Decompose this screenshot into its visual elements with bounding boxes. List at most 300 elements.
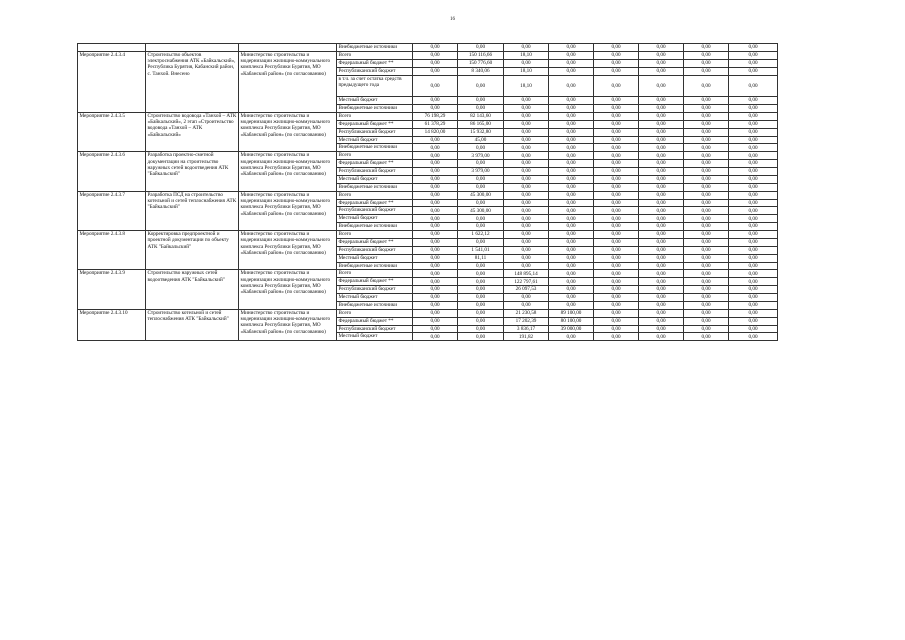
amount-cell: 45 300,00 (458, 191, 504, 199)
amount-cell: 0,00 (458, 325, 504, 333)
amount-cell: 1 622,12 (458, 231, 504, 239)
amount-cell: 0,00 (639, 309, 684, 317)
amount-cell: 0,00 (458, 294, 504, 302)
funding-source: Всего (337, 231, 413, 239)
amount-cell: 0,00 (458, 223, 504, 231)
table-row (78, 191, 778, 199)
funding-source: Местный бюджет (337, 294, 413, 302)
project-name: Строительство котельной и сетей теплоснабжения АТК "Байкальский" (146, 309, 239, 341)
funding-source: Внебюджетные источники (337, 105, 413, 113)
amount-cell: 0,00 (413, 223, 458, 231)
amount-cell: 150 116,66 (458, 51, 504, 59)
amount-cell: 3 979,00 (458, 152, 504, 160)
amount-cell: 0,00 (458, 75, 504, 97)
amount-cell: 0,00 (504, 207, 549, 215)
amount-cell: 0,00 (594, 215, 639, 223)
amount-cell: 0,00 (639, 97, 684, 105)
amount-cell: 0,00 (729, 294, 778, 302)
amount-cell: 0,00 (458, 270, 504, 278)
amount-cell: 0,00 (594, 51, 639, 59)
funding-source: Внебюджетные источники (337, 144, 413, 152)
amount-cell: 0,00 (594, 59, 639, 67)
amount-cell: 0,00 (684, 160, 729, 168)
amount-cell: 0,00 (729, 207, 778, 215)
amount-cell: 0,00 (594, 294, 639, 302)
amount-cell: 0,00 (594, 238, 639, 246)
amount-cell: 0,00 (729, 301, 778, 309)
amount-cell: 0,00 (549, 333, 594, 341)
project-name: Строительство наружных сетей водоотведения АТК "Байкальский" (146, 270, 239, 309)
funding-table (77, 43, 778, 341)
amount-cell: 0,00 (729, 44, 778, 52)
amount-cell: 0,00 (549, 144, 594, 152)
amount-cell: 0,00 (684, 246, 729, 254)
amount-cell: 0,00 (458, 309, 504, 317)
amount-cell: 0,00 (639, 128, 684, 136)
table-row (78, 309, 778, 317)
amount-cell: 0,00 (729, 317, 778, 325)
amount-cell: 0,00 (594, 325, 639, 333)
amount-cell: 0,00 (684, 294, 729, 302)
amount-cell: 18,10 (504, 51, 549, 59)
funding-source: Республиканский бюджет (337, 325, 413, 333)
amount-cell: 0,00 (729, 128, 778, 136)
amount-cell: 0,00 (458, 160, 504, 168)
amount-cell: 0,00 (594, 175, 639, 183)
amount-cell: 0,00 (639, 51, 684, 59)
amount-cell: 0,00 (729, 59, 778, 67)
amount-cell: 0,00 (639, 44, 684, 52)
amount-cell: 0,00 (458, 262, 504, 270)
amount-cell: 0,00 (729, 136, 778, 144)
responsible-executor: Министерство строительства и модернизации жилищно-коммунального комплекса Республики Бурятия, МО «Кабанский район» (по согласованию) (239, 191, 337, 230)
table-row (78, 270, 778, 278)
amount-cell: 0,00 (639, 175, 684, 183)
amount-cell: 0,00 (504, 44, 549, 52)
amount-cell: 0,00 (684, 168, 729, 176)
amount-cell: 0,00 (684, 67, 729, 75)
amount-cell: 0,00 (729, 254, 778, 262)
amount-cell: 0,00 (549, 286, 594, 294)
amount-cell: 0,00 (729, 278, 778, 286)
amount-cell: 0,00 (729, 215, 778, 223)
amount-cell: 1 541,01 (458, 246, 504, 254)
amount-cell: 0,00 (413, 309, 458, 317)
amount-cell: 86 165,00 (458, 120, 504, 128)
amount-cell: 0,00 (639, 120, 684, 128)
funding-source: Внебюджетные источники (337, 44, 413, 52)
responsible-executor: Министерство строительства и модернизации жилищно-коммунального комплекса Республики Бурятия, МО «Кабанский район» (по согласованию) (239, 112, 337, 151)
amount-cell: 0,00 (504, 254, 549, 262)
funding-source: Республиканский бюджет (337, 207, 413, 215)
amount-cell: 0,00 (413, 238, 458, 246)
amount-cell: 0,00 (594, 105, 639, 113)
amount-cell: 0,00 (413, 270, 458, 278)
funding-source: Федеральный бюджет ** (337, 238, 413, 246)
amount-cell: 0,00 (594, 183, 639, 191)
table-row (78, 152, 778, 160)
amount-cell: 0,00 (594, 231, 639, 239)
amount-cell: 0,00 (413, 44, 458, 52)
amount-cell: 0,00 (639, 75, 684, 97)
amount-cell: 0,00 (504, 246, 549, 254)
amount-cell: 0,00 (684, 207, 729, 215)
amount-cell: 0,00 (639, 152, 684, 160)
amount-cell: 0,00 (684, 191, 729, 199)
amount-cell: 76 198,29 (413, 112, 458, 120)
amount-cell: 0,00 (549, 183, 594, 191)
amount-cell: 0,00 (413, 152, 458, 160)
responsible-executor: Министерство строительства и модернизации жилищно-коммунального комплекса Республики Бурятия, МО «Кабанский район» (по согласованию) (239, 231, 337, 270)
amount-cell: 0,00 (639, 294, 684, 302)
amount-cell: 0,00 (504, 238, 549, 246)
amount-cell: 0,00 (729, 309, 778, 317)
measure-code: Мероприятие 2.4.3.10 (78, 309, 146, 341)
amount-cell: 0,00 (549, 59, 594, 67)
amount-cell: 18,10 (504, 75, 549, 97)
measure-code: Мероприятие 2.4.3.7 (78, 191, 146, 230)
amount-cell: 0,00 (594, 246, 639, 254)
funding-source: Федеральный бюджет ** (337, 317, 413, 325)
amount-cell: 0,00 (684, 128, 729, 136)
amount-cell: 0,00 (729, 112, 778, 120)
funding-source: Всего (337, 191, 413, 199)
amount-cell: 89 100,00 (549, 309, 594, 317)
amount-cell: 0,00 (639, 223, 684, 231)
amount-cell: 0,00 (549, 238, 594, 246)
amount-cell: 0,00 (413, 207, 458, 215)
amount-cell: 0,00 (684, 175, 729, 183)
amount-cell: 0,00 (549, 262, 594, 270)
amount-cell: 0,00 (549, 231, 594, 239)
amount-cell: 0,00 (729, 168, 778, 176)
amount-cell: 0,00 (504, 120, 549, 128)
empty-cell (146, 44, 239, 52)
amount-cell: 0,00 (413, 262, 458, 270)
amount-cell: 0,00 (729, 231, 778, 239)
amount-cell: 26 097,53 (504, 286, 549, 294)
amount-cell: 18,10 (504, 67, 549, 75)
amount-cell: 0,00 (549, 160, 594, 168)
amount-cell: 0,00 (684, 112, 729, 120)
amount-cell: 61 378,29 (413, 120, 458, 128)
amount-cell: 0,00 (413, 175, 458, 183)
amount-cell: 0,00 (594, 199, 639, 207)
amount-cell: 0,00 (549, 136, 594, 144)
amount-cell: 0,00 (639, 168, 684, 176)
amount-cell: 0,00 (594, 278, 639, 286)
amount-cell: 0,00 (594, 168, 639, 176)
amount-cell: 0,00 (504, 160, 549, 168)
amount-cell: 0,00 (594, 207, 639, 215)
amount-cell: 0,00 (684, 97, 729, 105)
amount-cell: 0,00 (639, 59, 684, 67)
amount-cell: 0,00 (684, 286, 729, 294)
amount-cell: 0,00 (413, 59, 458, 67)
amount-cell: 0,00 (684, 59, 729, 67)
amount-cell: 0,00 (549, 199, 594, 207)
project-name: Строительство объектов электроснабжения АТК «Байкальский», Республика Бурятия, Кабанский район, с. Танхой. Внесено (146, 51, 239, 112)
amount-cell: 0,00 (504, 223, 549, 231)
amount-cell: 0,00 (684, 317, 729, 325)
amount-cell: 0,00 (639, 246, 684, 254)
amount-cell: 0,00 (639, 191, 684, 199)
amount-cell: 0,00 (504, 112, 549, 120)
amount-cell: 0,00 (549, 278, 594, 286)
project-name: Корректировка предпроектной и проектной документации по объекту АТК "Байкальский" (146, 231, 239, 270)
amount-cell: 0,00 (594, 112, 639, 120)
funding-source: Республиканский бюджет (337, 128, 413, 136)
funding-source: Местный бюджет (337, 333, 413, 341)
amount-cell: 0,00 (413, 105, 458, 113)
amount-cell: 0,00 (549, 270, 594, 278)
amount-cell: 0,00 (594, 152, 639, 160)
amount-cell: 0,00 (729, 97, 778, 105)
amount-cell: 0,00 (458, 278, 504, 286)
funding-source: Республиканский бюджет (337, 67, 413, 75)
amount-cell: 0,00 (594, 286, 639, 294)
funding-source: Республиканский бюджет (337, 168, 413, 176)
amount-cell: 0,00 (413, 317, 458, 325)
amount-cell: 0,00 (504, 175, 549, 183)
amount-cell: 0,00 (684, 183, 729, 191)
funding-source: Местный бюджет (337, 215, 413, 223)
amount-cell: 0,00 (458, 183, 504, 191)
amount-cell: 3 979,00 (458, 168, 504, 176)
amount-cell: 0,00 (413, 168, 458, 176)
amount-cell: 0,00 (594, 160, 639, 168)
amount-cell: 0,00 (594, 136, 639, 144)
measure-code: Мероприятие 2.4.3.5 (78, 112, 146, 151)
empty-cell (239, 44, 337, 52)
amount-cell: 0,00 (413, 246, 458, 254)
amount-cell: 0,00 (639, 215, 684, 223)
amount-cell: 0,00 (729, 325, 778, 333)
amount-cell: 0,00 (549, 168, 594, 176)
empty-cell (78, 44, 146, 52)
amount-cell: 0,00 (549, 191, 594, 199)
amount-cell: 0,00 (729, 67, 778, 75)
funding-source: Федеральный бюджет ** (337, 59, 413, 67)
amount-cell: 0,00 (594, 254, 639, 262)
amount-cell: 0,00 (594, 75, 639, 97)
amount-cell: 0,00 (639, 278, 684, 286)
amount-cell: 0,00 (504, 136, 549, 144)
amount-cell: 0,00 (504, 144, 549, 152)
amount-cell: 0,00 (639, 67, 684, 75)
amount-cell: 0,00 (504, 215, 549, 223)
amount-cell: 0,00 (413, 286, 458, 294)
amount-cell: 0,00 (413, 325, 458, 333)
amount-cell: 0,00 (504, 294, 549, 302)
amount-cell: 0,00 (729, 175, 778, 183)
amount-cell: 0,00 (458, 333, 504, 341)
amount-cell: 0,00 (729, 183, 778, 191)
amount-cell: 0,00 (729, 191, 778, 199)
amount-cell: 0,00 (549, 75, 594, 97)
amount-cell: 0,00 (729, 199, 778, 207)
amount-cell: 0,00 (549, 207, 594, 215)
amount-cell: 0,00 (684, 144, 729, 152)
amount-cell: 0,00 (413, 294, 458, 302)
amount-cell: 0,00 (639, 136, 684, 144)
amount-cell: 0,00 (684, 325, 729, 333)
amount-cell: 0,00 (594, 301, 639, 309)
amount-cell: 0,00 (684, 254, 729, 262)
funding-source: Республиканский бюджет (337, 286, 413, 294)
funding-source: Всего (337, 51, 413, 59)
amount-cell: 0,00 (413, 183, 458, 191)
amount-cell: 0,00 (458, 44, 504, 52)
amount-cell: 3 836,17 (504, 325, 549, 333)
amount-cell: 0,00 (594, 128, 639, 136)
amount-cell: 0,00 (729, 144, 778, 152)
amount-cell: 0,00 (549, 246, 594, 254)
amount-cell: 0,00 (413, 333, 458, 341)
amount-cell: 0,00 (413, 191, 458, 199)
responsible-executor: Министерство строительства и модернизации жилищно-коммунального комплекса Республики Бурятия, МО «Кабанский район» (по согласованию) (239, 51, 337, 112)
amount-cell: 0,00 (684, 152, 729, 160)
funding-source: Местный бюджет (337, 254, 413, 262)
project-name: Строительство водовода «Танхой – АТК «Байкальский», 2 этап «Строительство водовода «Танхой – АТК «Байкальский» (146, 112, 239, 151)
amount-cell: 0,00 (549, 120, 594, 128)
amount-cell: 45 300,00 (458, 207, 504, 215)
amount-cell: 0,00 (684, 44, 729, 52)
amount-cell: 0,00 (729, 286, 778, 294)
amount-cell: 0,00 (549, 175, 594, 183)
amount-cell: 148 895,14 (504, 270, 549, 278)
funding-source: Всего (337, 270, 413, 278)
amount-cell: 0,00 (549, 294, 594, 302)
amount-cell: 0,00 (549, 301, 594, 309)
amount-cell: 0,00 (504, 183, 549, 191)
amount-cell: 0,00 (684, 278, 729, 286)
amount-cell: 0,00 (413, 199, 458, 207)
funding-source: Местный бюджет (337, 97, 413, 105)
amount-cell: 0,00 (729, 152, 778, 160)
amount-cell: 0,00 (413, 231, 458, 239)
amount-cell: 0,00 (639, 301, 684, 309)
amount-cell: 0,00 (639, 262, 684, 270)
amount-cell: 0,00 (594, 309, 639, 317)
amount-cell: 0,00 (594, 270, 639, 278)
amount-cell: 0,00 (684, 75, 729, 97)
amount-cell: 0,00 (729, 246, 778, 254)
amount-cell: 0,00 (413, 160, 458, 168)
table-row (78, 51, 778, 59)
amount-cell: 0,00 (729, 223, 778, 231)
funding-source: в т.ч. за счет остатка средств предыдущего года (337, 75, 413, 97)
amount-cell: 0,00 (549, 67, 594, 75)
amount-cell: 0,00 (594, 333, 639, 341)
amount-cell: 0,00 (413, 67, 458, 75)
amount-cell: 0,00 (504, 262, 549, 270)
measure-code: Мероприятие 2.4.3.6 (78, 152, 146, 191)
amount-cell: 0,00 (639, 238, 684, 246)
funding-source: Республиканский бюджет (337, 246, 413, 254)
amount-cell: 0,00 (639, 207, 684, 215)
funding-source: Федеральный бюджет ** (337, 120, 413, 128)
amount-cell: 0,00 (504, 152, 549, 160)
page-number: 16 (450, 17, 455, 22)
amount-cell: 0,00 (729, 160, 778, 168)
amount-cell: 0,00 (729, 262, 778, 270)
amount-cell: 0,00 (413, 75, 458, 97)
amount-cell: 0,00 (639, 112, 684, 120)
amount-cell: 39 000,00 (549, 325, 594, 333)
amount-cell: 0,00 (413, 51, 458, 59)
amount-cell: 0,00 (639, 254, 684, 262)
funding-source: Всего (337, 112, 413, 120)
amount-cell: 0,00 (639, 270, 684, 278)
funding-source: Внебюджетные источники (337, 223, 413, 231)
amount-cell: 45,00 (458, 136, 504, 144)
amount-cell: 0,00 (413, 97, 458, 105)
amount-cell: 0,00 (413, 215, 458, 223)
amount-cell: 0,00 (729, 120, 778, 128)
table-row (78, 112, 778, 120)
amount-cell: 0,00 (639, 160, 684, 168)
measure-code: Мероприятие 2.4.3.8 (78, 231, 146, 270)
project-name: Разработка ПСД на строительство котельной и сетей теплоснабжения АТК "Байкальский" (146, 191, 239, 230)
amount-cell: 0,00 (549, 223, 594, 231)
amount-cell: 0,00 (729, 270, 778, 278)
amount-cell: 0,00 (413, 254, 458, 262)
amount-cell: 0,00 (594, 262, 639, 270)
amount-cell: 0,00 (413, 278, 458, 286)
amount-cell: 0,00 (458, 144, 504, 152)
amount-cell: 0,00 (458, 317, 504, 325)
responsible-executor: Министерство строительства и модернизации жилищно-коммунального комплекса Республики Бурятия, МО «Кабанский район» (по согласованию) (239, 270, 337, 309)
table-row (78, 44, 778, 52)
amount-cell: 81,11 (458, 254, 504, 262)
amount-cell: 0,00 (684, 120, 729, 128)
funding-source: Местный бюджет (337, 136, 413, 144)
amount-cell: 0,00 (413, 301, 458, 309)
amount-cell: 0,00 (684, 199, 729, 207)
amount-cell: 0,00 (639, 105, 684, 113)
amount-cell: 0,00 (729, 105, 778, 113)
amount-cell: 0,00 (684, 262, 729, 270)
amount-cell: 0,00 (639, 199, 684, 207)
amount-cell: 0,00 (594, 317, 639, 325)
amount-cell: 0,00 (504, 199, 549, 207)
amount-cell: 0,00 (684, 333, 729, 341)
amount-cell: 0,00 (729, 51, 778, 59)
amount-cell: 0,00 (729, 333, 778, 341)
amount-cell: 0,00 (458, 215, 504, 223)
funding-source: Внебюджетные источники (337, 262, 413, 270)
amount-cell: 0,00 (458, 97, 504, 105)
amount-cell: 0,00 (594, 44, 639, 52)
amount-cell: 0,00 (729, 75, 778, 97)
amount-cell: 0,00 (549, 128, 594, 136)
amount-cell: 0,00 (639, 333, 684, 341)
amount-cell: 8 340,06 (458, 67, 504, 75)
amount-cell: 0,00 (458, 238, 504, 246)
amount-cell: 0,00 (458, 175, 504, 183)
amount-cell: 0,00 (639, 286, 684, 294)
amount-cell: 21 230,58 (504, 309, 549, 317)
amount-cell: 15 932,80 (458, 128, 504, 136)
amount-cell: 0,00 (549, 51, 594, 59)
amount-cell: 0,00 (458, 301, 504, 309)
amount-cell: 0,00 (684, 270, 729, 278)
amount-cell: 0,00 (639, 325, 684, 333)
responsible-executor: Министерство строительства и модернизации жилищно-коммунального комплекса Республики Бурятия, МО «Кабанский район» (по согласованию) (239, 309, 337, 341)
amount-cell: 0,00 (549, 44, 594, 52)
amount-cell: 17 202,39 (504, 317, 549, 325)
